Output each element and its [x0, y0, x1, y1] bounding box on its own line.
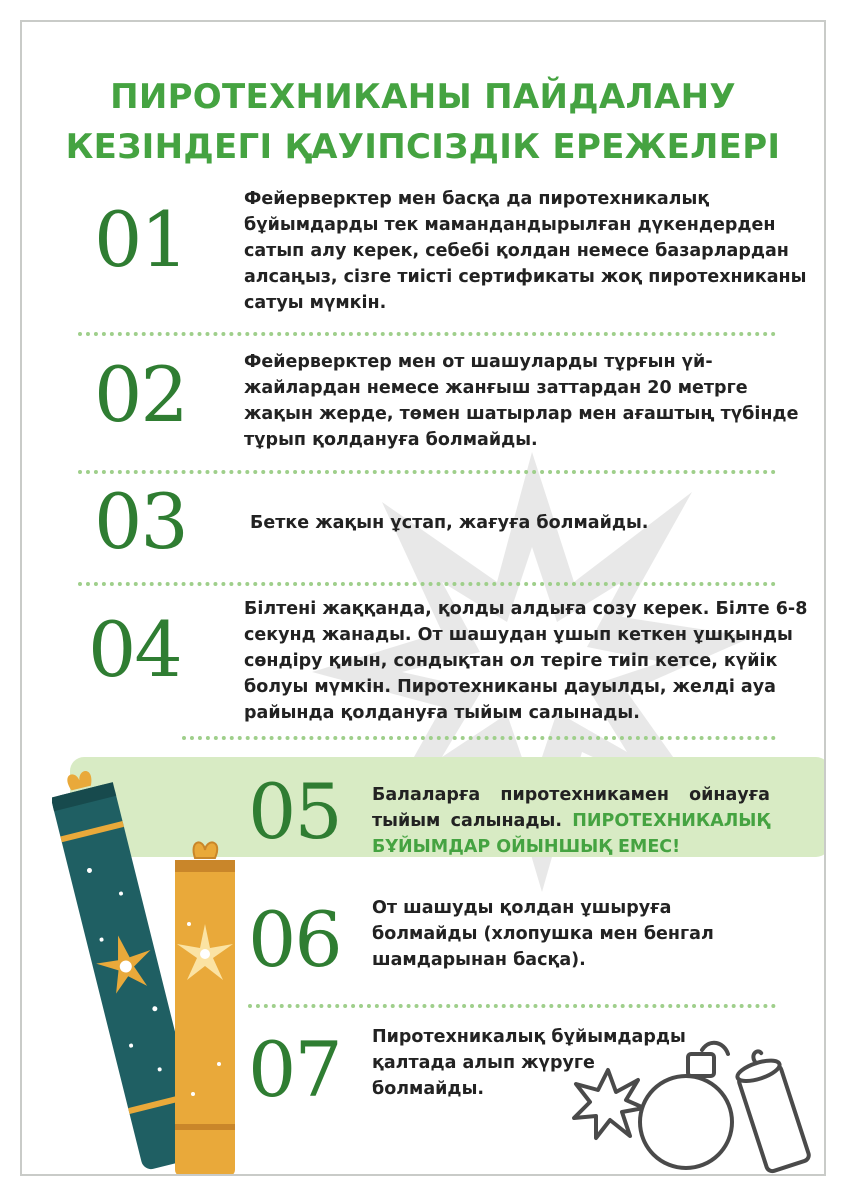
poster-frame	[20, 20, 826, 1176]
rule-06-line: От шашуды қолдан ұшыруға	[372, 898, 672, 918]
dotted-divider	[78, 332, 776, 336]
rule-number-06: 06	[248, 895, 341, 984]
rule-02-line: тұрып қолдануға болмайды.	[244, 430, 538, 450]
rule-01-line: бұйымдарды тек мамандандырылған дүкендерден	[244, 215, 776, 235]
rule-04-line: болуы мүмкін. Пиротехниканы дауылды, желді ауа	[244, 677, 776, 697]
bomb-outline-icon	[632, 1034, 742, 1174]
rule-05-highlight-line: БҰЙЫМДАР ОЙЫНШЫҚ ЕМЕС!	[372, 837, 681, 857]
rule-07-line: қалтада алып жүруге	[372, 1053, 595, 1073]
rule-04-line: секунд жанады. От шашудан ұшып кеткен ұшқынды	[244, 625, 793, 645]
rule-02-line: Фейерверктер мен от шашуларды тұрғын үй-	[244, 352, 713, 372]
rule-03-line: Бетке жақын ұстап, жағуға болмайды.	[250, 513, 649, 533]
rule-number-04: 04	[88, 605, 181, 694]
rule-text-06	[372, 895, 714, 973]
page-title	[22, 72, 824, 172]
rule-02-line: жайлардан немесе жанғыш заттардан 20 метрге	[244, 378, 748, 398]
rule-07-line: Пиротехникалық бұйымдарды	[372, 1027, 686, 1047]
rule-01-line: алсаңыз, сізге тиісті сертификаты жоқ пиротехниканы	[244, 267, 807, 287]
rule-04-line: райында қолдануға тыйым салынады.	[244, 703, 640, 723]
rule-text-05	[372, 782, 770, 860]
rule-text-02	[244, 349, 798, 453]
rule-text-03	[250, 510, 648, 536]
dotted-divider	[248, 1004, 776, 1008]
rule-number-05: 05	[248, 767, 341, 856]
rule-06-line: болмайды (хлопушка мен бенгал	[372, 924, 714, 944]
dotted-divider	[182, 736, 776, 740]
rule-text-01	[244, 186, 806, 316]
rule-04-line: Білтені жаққанда, қолды алдыға созу керек. Білте 6-8	[244, 599, 808, 619]
rule-05-line-2	[372, 808, 770, 834]
rule-05-line: Балаларға пиротехникамен ойнауға	[372, 785, 770, 805]
rule-01-line: Фейерверктер мен басқа да пиротехникалық	[244, 189, 710, 209]
rule-number-02: 02	[94, 350, 187, 439]
title-line-2: КЕЗІНДЕГІ ҚАУІПСІЗДІК ЕРЕЖЕЛЕРІ	[65, 127, 781, 167]
rule-07-line: болмайды.	[372, 1079, 485, 1099]
rule-02-line: жақын жерде, төмен шатырлар мен ағаштың түбінде	[244, 404, 799, 424]
rule-text-04	[244, 596, 807, 726]
rule-number-03: 03	[94, 477, 187, 566]
rule-01-line: сатуы мүмкін.	[244, 293, 387, 313]
rule-05-plain: тыйым салынады.	[372, 811, 562, 831]
rule-number-01: 01	[94, 195, 187, 284]
dotted-divider	[78, 582, 776, 586]
rule-05-highlight: ПИРОТЕХНИКАЛЫҚ	[572, 811, 770, 831]
rule-01-line: сатып алу керек, себебі қолдан немесе базарлардан	[244, 241, 789, 261]
orange-firecracker-icon	[167, 824, 247, 1176]
rule-06-line: шамдарынан басқа).	[372, 950, 586, 970]
title-line-1: ПИРОТЕХНИКАНЫ ПАЙДАЛАНУ	[110, 77, 736, 117]
firecracker-outline-icon	[734, 1046, 814, 1176]
dotted-divider	[78, 470, 776, 474]
rule-number-07: 07	[248, 1025, 341, 1114]
rule-04-line: сөндіру қиын, сондықтан ол теріге тиіп кетсе, күйік	[244, 651, 778, 671]
